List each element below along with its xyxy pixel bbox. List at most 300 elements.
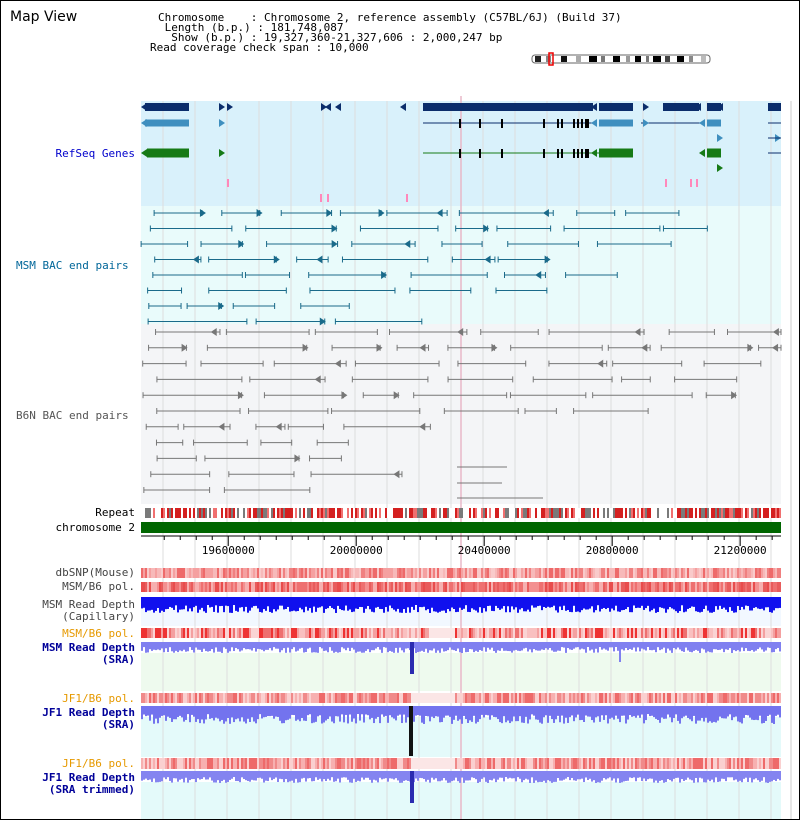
jf1-sra-depth-bar bbox=[595, 706, 597, 717]
jf1-trim-depth-bar bbox=[557, 771, 559, 778]
msm-pol2-cell bbox=[757, 628, 759, 638]
jf1-trim-depth-bar bbox=[705, 771, 707, 782]
msm-pol-cell bbox=[387, 582, 389, 592]
dbsnp-cell bbox=[259, 568, 261, 578]
jf1-pol2-cell bbox=[641, 758, 643, 769]
gene-exon bbox=[501, 149, 503, 158]
msm-pol-cell bbox=[325, 582, 327, 592]
jf1-sra-depth-bar bbox=[609, 706, 611, 719]
msm-pol2-cell bbox=[715, 628, 717, 638]
jf1-pol1-cell bbox=[321, 693, 323, 703]
jf1-pol1-cell bbox=[309, 693, 311, 703]
msm-capillary-depth-bar bbox=[273, 597, 275, 609]
repeat-block bbox=[607, 508, 609, 518]
jf1-pol2-cell bbox=[511, 758, 513, 769]
msm-sra-depth-bar bbox=[641, 642, 643, 649]
jf1-trim-depth-bar bbox=[643, 771, 645, 778]
msm-pol2-cell bbox=[457, 628, 459, 638]
repeat-block bbox=[603, 508, 605, 518]
jf1-pol2-cell bbox=[635, 758, 637, 769]
msm-sra-depth-bar bbox=[319, 642, 321, 647]
dbsnp-cell bbox=[739, 568, 741, 578]
dbsnp-cell bbox=[707, 568, 709, 578]
msm-pol2-cell bbox=[765, 628, 767, 638]
msm-sra-depth-bar bbox=[213, 642, 215, 653]
msm-sra-depth-bar bbox=[759, 642, 761, 647]
jf1-pol2-cell bbox=[567, 758, 569, 769]
jf1-pol2-cell bbox=[619, 758, 621, 769]
repeat-block bbox=[623, 508, 625, 518]
msm-pol2-cell bbox=[517, 628, 519, 638]
msm-pol2-cell bbox=[395, 628, 397, 638]
dbsnp-cell bbox=[437, 568, 439, 578]
jf1-pol2-cell bbox=[243, 758, 245, 769]
msm-capillary-depth-bar bbox=[455, 597, 457, 612]
msm-capillary-depth-bar bbox=[381, 597, 383, 609]
repeat-block bbox=[351, 508, 353, 518]
msm-pol2-cell bbox=[455, 628, 457, 638]
repeat-block bbox=[745, 508, 747, 518]
repeat-block bbox=[591, 508, 593, 518]
msm-pol2-cell bbox=[627, 628, 629, 638]
msm-pol2-cell bbox=[649, 628, 651, 638]
jf1-sra-depth-bar bbox=[405, 706, 407, 723]
msm-pol-cell bbox=[349, 582, 351, 592]
repeat-block bbox=[209, 508, 211, 518]
dbsnp-cell bbox=[147, 568, 149, 578]
msm-pol2-cell bbox=[595, 628, 597, 638]
jf1-pol1-cell bbox=[673, 693, 675, 703]
dbsnp-cell bbox=[367, 568, 369, 578]
repeat-block bbox=[767, 508, 769, 518]
msm-sra-depth-bar bbox=[563, 642, 565, 648]
repeat-block bbox=[771, 508, 773, 518]
msm-sra-depth-bar bbox=[211, 642, 213, 649]
jf1-pol1-cell bbox=[753, 693, 755, 703]
msm-pol2-cell bbox=[667, 628, 669, 638]
msm-capillary-depth-bar bbox=[741, 597, 743, 607]
msm-capillary-depth-bar bbox=[647, 597, 649, 606]
msm-capillary-depth-bar bbox=[507, 597, 509, 606]
jf1-pol1-cell bbox=[369, 693, 371, 703]
jf1-pol1-cell bbox=[553, 693, 555, 703]
msm-pol2-cell bbox=[241, 628, 243, 638]
dbsnp-cell bbox=[705, 568, 707, 578]
jf1-trim-depth-bar bbox=[179, 771, 181, 780]
jf1-trim-depth-bar bbox=[217, 771, 219, 780]
msm-pol-cell bbox=[383, 582, 385, 592]
jf1-pol1-cell bbox=[433, 693, 435, 703]
jf1-sra-depth-bar bbox=[653, 706, 655, 717]
read-depth-spike bbox=[410, 642, 414, 674]
dbsnp-cell bbox=[175, 568, 177, 578]
jf1-pol2-cell bbox=[775, 758, 777, 769]
repeat-block bbox=[291, 508, 293, 518]
msm-pol-cell bbox=[439, 582, 441, 592]
msm-capillary-depth-bar bbox=[227, 597, 229, 606]
msm-sra-depth-bar bbox=[585, 642, 587, 653]
msm-pol-cell bbox=[277, 582, 279, 592]
msm-capillary-depth-bar bbox=[621, 597, 623, 610]
msm-capillary-depth-bar bbox=[479, 597, 481, 607]
dbsnp-cell bbox=[559, 568, 561, 578]
msm-pol2-cell bbox=[701, 628, 703, 638]
msm-pol2-cell bbox=[237, 628, 239, 638]
msm-pol2-cell bbox=[629, 628, 631, 638]
msm-sra-depth-bar bbox=[541, 642, 543, 649]
repeat-block bbox=[163, 508, 165, 518]
jf1-pol1-cell bbox=[159, 693, 161, 703]
msm-sra-depth-bar bbox=[697, 642, 699, 651]
msm-pol-cell bbox=[631, 582, 633, 592]
msm-pol2-cell bbox=[563, 628, 565, 638]
msm-pol-cell bbox=[361, 582, 363, 592]
jf1-pol1-cell bbox=[241, 693, 243, 703]
msm-capillary-depth-bar bbox=[183, 597, 185, 609]
msm-pol2-cell bbox=[365, 628, 367, 638]
dbsnp-cell bbox=[515, 568, 517, 578]
repeat-block bbox=[741, 508, 743, 518]
msm-pol2-cell bbox=[657, 628, 659, 638]
dbsnp-cell bbox=[319, 568, 321, 578]
repeat-block bbox=[671, 508, 673, 518]
jf1-pol1-cell bbox=[505, 693, 507, 703]
jf1-trim-depth-bar bbox=[629, 771, 631, 777]
dbsnp-cell bbox=[711, 568, 713, 578]
jf1-pol2-cell bbox=[259, 758, 261, 769]
jf1-sra-depth-bar bbox=[311, 706, 313, 723]
jf1-pol2-cell bbox=[307, 758, 309, 769]
jf1-sra-depth-bar bbox=[757, 706, 759, 720]
jf1-sra-depth-bar bbox=[451, 706, 453, 724]
jf1-trim-depth-bar bbox=[511, 771, 513, 778]
jf1-pol2-cell bbox=[295, 758, 297, 769]
msm-pol-cell bbox=[459, 582, 461, 592]
jf1-pol1-cell bbox=[591, 693, 593, 703]
jf1-trim-depth-bar bbox=[443, 771, 445, 778]
dbsnp-cell bbox=[149, 568, 151, 578]
jf1-sra-depth-bar bbox=[267, 706, 269, 716]
jf1-pol2-cell bbox=[349, 758, 351, 769]
jf1-sra-depth-bar bbox=[253, 706, 255, 722]
jf1-trim-depth-bar bbox=[313, 771, 315, 781]
jf1-sra-depth-bar bbox=[435, 706, 437, 716]
msm-sra-depth-bar bbox=[237, 642, 239, 649]
msm-pol2-cell bbox=[465, 628, 467, 638]
jf1-sra-depth-bar bbox=[395, 706, 397, 720]
chromosome-ideogram[interactable] bbox=[532, 53, 710, 65]
jf1-trim-depth-bar bbox=[577, 771, 579, 779]
jf1-pol1-cell bbox=[773, 693, 775, 703]
repeat-block bbox=[381, 508, 383, 518]
msm-pol-cell bbox=[297, 582, 299, 592]
jf1-trim-depth-bar bbox=[345, 771, 347, 778]
jf1-sra-depth-bar bbox=[151, 706, 153, 715]
jf1-pol1-cell bbox=[367, 693, 369, 703]
msm-capillary-depth-bar bbox=[313, 597, 315, 607]
gene-exon bbox=[581, 149, 583, 158]
msm-capillary-depth-bar bbox=[619, 597, 621, 612]
jf1-sra-depth-bar bbox=[371, 706, 373, 718]
msm-pol2-cell bbox=[645, 628, 647, 638]
msm-pol2-cell bbox=[597, 628, 599, 638]
msm-pol2-cell bbox=[511, 628, 513, 638]
repeat-block bbox=[193, 508, 195, 518]
jf1-pol1-cell bbox=[337, 693, 339, 703]
msm-pol2-cell bbox=[215, 628, 217, 638]
jf1-pol1-cell bbox=[401, 693, 403, 703]
msm-pol-cell bbox=[675, 582, 677, 592]
dbsnp-cell bbox=[499, 568, 501, 578]
msm-sra-depth-bar bbox=[453, 642, 455, 650]
jf1-sra-depth-bar bbox=[317, 706, 319, 716]
dbsnp-cell bbox=[749, 568, 751, 578]
jf1-trim-depth-bar bbox=[417, 771, 419, 781]
msm-sra-depth-bar bbox=[709, 642, 711, 652]
msm-capillary-depth-bar bbox=[295, 597, 297, 611]
msm-pol-cell bbox=[221, 582, 223, 592]
msm-pol-cell bbox=[187, 582, 189, 592]
length-value: 181,748,087 bbox=[270, 21, 344, 34]
jf1-sra-depth-bar bbox=[233, 706, 235, 722]
msm-pol2-cell bbox=[401, 628, 403, 638]
jf1-sra-depth-bar bbox=[523, 706, 525, 723]
jf1-pol1-cell bbox=[249, 693, 251, 703]
dbsnp-cell bbox=[551, 568, 553, 578]
dbsnp-cell bbox=[689, 568, 691, 578]
dbsnp-cell bbox=[585, 568, 587, 578]
msm-sra-depth-bar bbox=[711, 642, 713, 652]
jf1-pol1-cell bbox=[481, 693, 483, 703]
dbsnp-cell bbox=[715, 568, 717, 578]
jf1-sra-depth-bar bbox=[275, 706, 277, 717]
jf1-pol1-cell bbox=[497, 693, 499, 703]
jf1-pol2-cell bbox=[211, 758, 213, 769]
msm-pol2-cell bbox=[515, 628, 517, 638]
dbsnp-cell bbox=[381, 568, 383, 578]
jf1-sra-depth-bar bbox=[163, 706, 165, 715]
repeat-block bbox=[419, 508, 421, 518]
msm-pol-cell bbox=[261, 582, 263, 592]
msm-capillary-depth-bar bbox=[419, 597, 421, 607]
jf1-sra-depth-bar bbox=[663, 706, 665, 719]
jf1-sra-depth-bar bbox=[173, 706, 175, 719]
msm-sra-depth-bar bbox=[217, 642, 219, 652]
jf1-sra-depth-bar bbox=[441, 706, 443, 722]
jf1-sra-depth-bar bbox=[329, 706, 331, 717]
dbsnp-cell bbox=[693, 568, 695, 578]
jf1-sra-label-line1: JF1 Read Depth bbox=[42, 706, 135, 719]
msm-pol-cell bbox=[339, 582, 341, 592]
jf1-pol1-cell bbox=[489, 693, 491, 703]
msm-pol2-cell bbox=[569, 628, 571, 638]
dbsnp-cell bbox=[251, 568, 253, 578]
jf1-trim-depth-bar bbox=[683, 771, 685, 781]
jf1-pol1-cell bbox=[283, 693, 285, 703]
gene-exon bbox=[768, 103, 781, 111]
dbsnp-cell bbox=[737, 568, 739, 578]
jf1-trim-depth-bar bbox=[167, 771, 169, 777]
msm-capillary-depth-bar bbox=[261, 597, 263, 613]
msm-sra-depth-bar bbox=[675, 642, 677, 649]
msm-pol-cell bbox=[661, 582, 663, 592]
msm-pol-cell bbox=[303, 582, 305, 592]
jf1-pol2-cell bbox=[185, 758, 187, 769]
jf1-trim-depth-bar bbox=[343, 771, 345, 777]
msm-pol2-cell bbox=[549, 628, 551, 638]
msm-pol-cell bbox=[149, 582, 151, 592]
jf1-pol2-cell bbox=[721, 758, 723, 769]
msm-capillary-depth-bar bbox=[305, 597, 307, 607]
msm-pol2-cell bbox=[195, 628, 197, 638]
jf1-pol1-cell bbox=[721, 693, 723, 703]
msm-capillary-depth-bar bbox=[747, 597, 749, 606]
repeat-track bbox=[141, 508, 781, 518]
jf1-trim-depth-bar bbox=[367, 771, 369, 778]
dbsnp-cell bbox=[479, 568, 481, 578]
ideogram-band bbox=[589, 56, 597, 62]
dbsnp-cell bbox=[211, 568, 213, 578]
repeat-block bbox=[443, 508, 445, 518]
jf1-trim-depth-bar bbox=[253, 771, 255, 780]
dbsnp-cell bbox=[369, 568, 371, 578]
msm-sra-depth-bar bbox=[477, 642, 479, 652]
jf1-sra-depth-bar bbox=[573, 706, 575, 721]
msm-sra-depth-bar bbox=[225, 642, 227, 649]
jf1-trim-depth-bar bbox=[225, 771, 227, 783]
repeat-block bbox=[319, 508, 321, 518]
msm-pol-cell bbox=[485, 582, 487, 592]
jf1-sra-depth-bar bbox=[375, 706, 377, 719]
jf1-sra-depth-bar bbox=[355, 706, 357, 723]
jf1-pol2-cell bbox=[729, 758, 731, 769]
jf1-trim-depth-bar bbox=[209, 771, 211, 777]
dbsnp-cell bbox=[163, 568, 165, 578]
dbsnp-cell bbox=[141, 568, 143, 578]
msm-sra-depth-bar bbox=[457, 642, 459, 649]
jf1-pol2-cell bbox=[703, 758, 705, 769]
jf1-pol2-cell bbox=[585, 758, 587, 769]
msm-pol-cell bbox=[695, 582, 697, 592]
dbsnp-cell bbox=[235, 568, 237, 578]
jf1-sra-depth-bar bbox=[399, 706, 401, 715]
msm-pol2-cell bbox=[579, 628, 581, 638]
jf1-trim-depth-bar bbox=[677, 771, 679, 778]
repeat-block bbox=[779, 508, 781, 518]
jf1-pol2-cell bbox=[485, 758, 487, 769]
repeat-block bbox=[159, 508, 161, 518]
msm-sra-depth-bar bbox=[527, 642, 529, 651]
jf1-trim-depth-bar bbox=[185, 771, 187, 778]
msm-pol2-cell bbox=[605, 628, 607, 638]
msm-pol2-cell bbox=[583, 628, 585, 638]
jf1-pol1-cell bbox=[217, 693, 219, 703]
jf1-pol1-cell bbox=[737, 693, 739, 703]
msm-sra-depth-bar bbox=[293, 642, 295, 647]
jf1-pol1-cell bbox=[323, 693, 325, 703]
jf1-trim-depth-bar bbox=[473, 771, 475, 778]
jf1-pol2-cell bbox=[631, 758, 633, 769]
msm-pol-cell bbox=[489, 582, 491, 592]
msm-pol2-cell bbox=[717, 628, 719, 638]
jf1-pol1-cell bbox=[485, 693, 487, 703]
jf1-trim-depth-bar bbox=[765, 771, 767, 782]
dbsnp-cell bbox=[209, 568, 211, 578]
msm-pol-cell bbox=[543, 582, 545, 592]
msm-pol-cell bbox=[249, 582, 251, 592]
repeat-block bbox=[393, 508, 395, 518]
jf1-trim-depth-bar bbox=[561, 771, 563, 781]
msm-capillary-depth-bar bbox=[287, 597, 289, 607]
msm-pol-cell bbox=[425, 582, 427, 592]
jf1-pol1-cell bbox=[473, 693, 475, 703]
jf1-pol1-cell bbox=[393, 693, 395, 703]
gene-exon bbox=[561, 119, 563, 128]
msm-capillary-depth-bar bbox=[357, 597, 359, 609]
msm-capillary-depth-bar bbox=[439, 597, 441, 612]
repeat-block bbox=[757, 508, 759, 518]
msm-pol2-cell bbox=[191, 628, 193, 638]
msm-capillary-depth-bar bbox=[417, 597, 419, 612]
dbsnp-cell bbox=[755, 568, 757, 578]
dbsnp-cell bbox=[563, 568, 565, 578]
jf1-pol1-cell bbox=[357, 693, 359, 703]
msm-pol-cell bbox=[647, 582, 649, 592]
jf1-pol1-cell bbox=[377, 693, 379, 703]
msm-sra-depth-bar bbox=[223, 642, 225, 647]
jf1-sra-depth-bar bbox=[287, 706, 289, 720]
repeat-block bbox=[367, 508, 369, 518]
dbsnp-cell bbox=[205, 568, 207, 578]
jf1-pol1-cell bbox=[421, 693, 423, 703]
msm-pol-cell bbox=[427, 582, 429, 592]
jf1-pol2-cell bbox=[397, 758, 399, 769]
msm-pol2-cell bbox=[493, 628, 495, 638]
jf1-pol1-cell bbox=[183, 693, 185, 703]
msm-capillary-depth-bar bbox=[385, 597, 387, 607]
msm-pol-cell bbox=[271, 582, 273, 592]
jf1-sra-depth-bar bbox=[297, 706, 299, 720]
refseq-marker bbox=[665, 179, 667, 187]
msm-capillary-depth-bar bbox=[297, 597, 299, 611]
msm-pol-cell bbox=[373, 582, 375, 592]
msm-capillary-depth-bar bbox=[369, 597, 371, 609]
dbsnp-cell bbox=[181, 568, 183, 578]
repeat-block bbox=[169, 508, 171, 518]
msm-capillary-depth-bar bbox=[209, 597, 211, 607]
msm-pol2-cell bbox=[573, 628, 575, 638]
jf1-pol2-cell bbox=[611, 758, 613, 769]
jf1-sra-depth-bar bbox=[689, 706, 691, 719]
msm-pol2-cell bbox=[247, 628, 249, 638]
msm-capillary-depth-bar bbox=[203, 597, 205, 611]
jf1-pol2-cell bbox=[749, 758, 751, 769]
jf1-pol2-cell bbox=[227, 758, 229, 769]
jf1-sra-depth-bar bbox=[205, 706, 207, 719]
msm-pol2-cell bbox=[149, 628, 151, 638]
msm-pol2-cell bbox=[147, 628, 149, 638]
msm-pol-cell bbox=[385, 582, 387, 592]
repeat-block bbox=[259, 508, 261, 518]
msm-sra-depth-bar bbox=[773, 642, 775, 652]
msm-capillary-depth-bar bbox=[537, 597, 539, 606]
dbsnp-cell bbox=[587, 568, 589, 578]
jf1-pol2-cell bbox=[505, 758, 507, 769]
msm-sra-depth-bar bbox=[187, 642, 189, 651]
jf1-sra-depth-bar bbox=[289, 706, 291, 719]
dbsnp-cell bbox=[405, 568, 407, 578]
jf1-trim-depth-bar bbox=[493, 771, 495, 779]
